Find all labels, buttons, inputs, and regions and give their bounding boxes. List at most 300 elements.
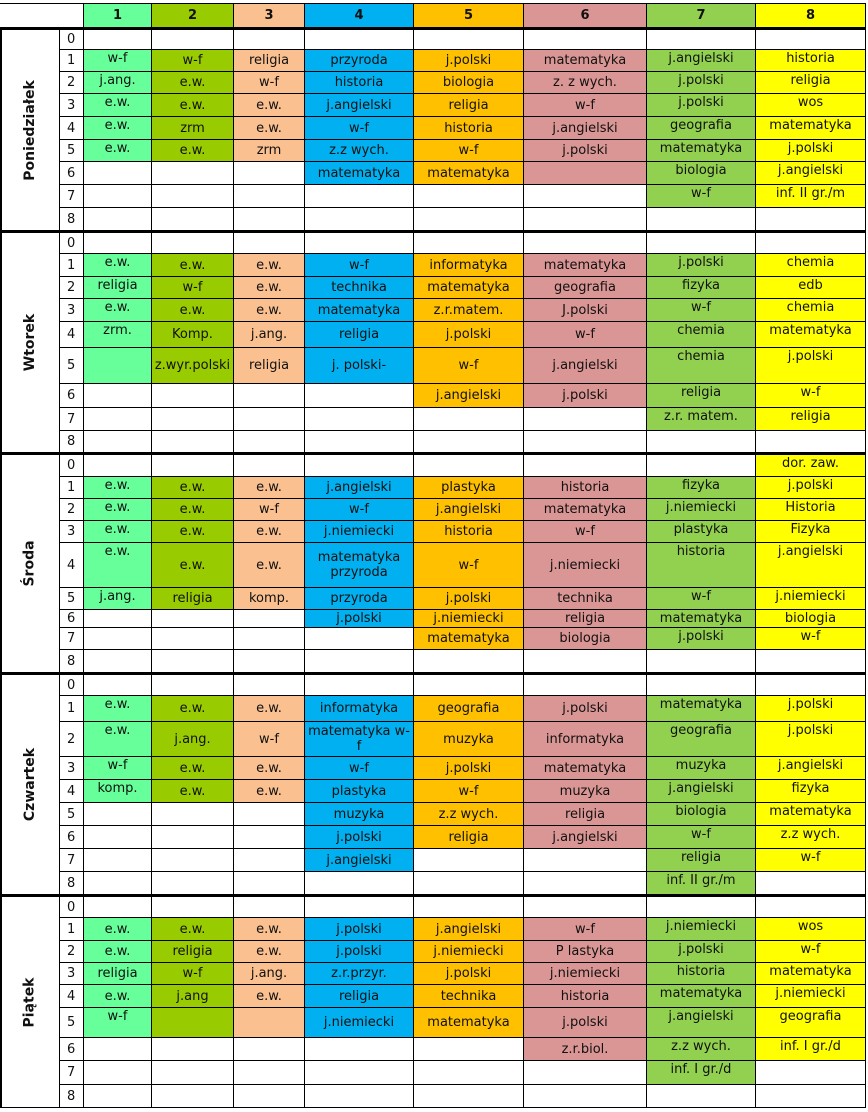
lesson-cell[interactable]	[524, 431, 647, 453]
lesson-cell[interactable]: w-f	[305, 499, 414, 521]
lesson-cell[interactable]: e.w.	[234, 277, 305, 299]
lesson-cell[interactable]	[152, 185, 234, 208]
lesson-cell[interactable]	[305, 384, 414, 408]
lesson-cell[interactable]: geografia	[647, 722, 756, 757]
lesson-cell[interactable]: e.w.	[152, 299, 234, 322]
lesson-cell[interactable]: historia	[305, 72, 414, 94]
lesson-cell[interactable]: informatyka	[524, 722, 647, 757]
lesson-cell[interactable]: muzyka	[414, 722, 524, 757]
lesson-cell[interactable]: j.niemiecki	[756, 588, 866, 610]
lesson-cell[interactable]: j.polski	[524, 696, 647, 722]
lesson-cell[interactable]: w-f	[647, 588, 756, 610]
lesson-cell[interactable]	[152, 628, 234, 650]
lesson-cell[interactable]: inf. I gr./d	[647, 1061, 756, 1085]
lesson-cell[interactable]: j.polski	[305, 918, 414, 941]
lesson-cell[interactable]: religia	[234, 348, 305, 384]
lesson-cell[interactable]: w-f	[305, 757, 414, 780]
lesson-cell[interactable]	[84, 348, 152, 384]
lesson-cell[interactable]: geografia	[647, 117, 756, 140]
lesson-cell[interactable]: w-f	[647, 185, 756, 208]
lesson-cell[interactable]	[152, 610, 234, 628]
lesson-cell[interactable]	[84, 628, 152, 650]
lesson-cell[interactable]: religia	[756, 408, 866, 431]
lesson-cell[interactable]: j.polski	[524, 1008, 647, 1038]
lesson-cell[interactable]: j.polski	[414, 757, 524, 780]
lesson-cell[interactable]: fizyka	[756, 780, 866, 803]
lesson-cell[interactable]	[234, 408, 305, 431]
lesson-cell[interactable]	[305, 895, 414, 918]
lesson-cell[interactable]: j.niemiecki	[414, 610, 524, 628]
lesson-cell[interactable]: z.z wych.	[647, 1038, 756, 1061]
lesson-cell[interactable]: z.z wych.	[414, 803, 524, 826]
lesson-cell[interactable]: biologia	[647, 803, 756, 826]
lesson-cell[interactable]: religia	[524, 610, 647, 628]
lesson-cell[interactable]: e.w.	[234, 918, 305, 941]
lesson-cell[interactable]	[84, 826, 152, 849]
lesson-cell[interactable]: e.w.	[234, 94, 305, 117]
lesson-cell[interactable]: religia	[647, 849, 756, 872]
lesson-cell[interactable]	[305, 673, 414, 696]
lesson-cell[interactable]	[234, 803, 305, 826]
lesson-cell[interactable]	[524, 650, 647, 673]
lesson-cell[interactable]: j.polski	[647, 94, 756, 117]
lesson-cell[interactable]: technika	[305, 277, 414, 299]
lesson-cell[interactable]	[414, 673, 524, 696]
lesson-cell[interactable]	[756, 431, 866, 453]
lesson-cell[interactable]: j.niemiecki	[756, 985, 866, 1008]
lesson-cell[interactable]	[647, 453, 756, 477]
lesson-cell[interactable]	[305, 185, 414, 208]
lesson-cell[interactable]: matematyka w-f	[305, 722, 414, 757]
lesson-cell[interactable]: j.angielski	[305, 94, 414, 117]
lesson-cell[interactable]	[414, 872, 524, 895]
lesson-cell[interactable]: w-f	[84, 50, 152, 72]
lesson-cell[interactable]: matematyka	[647, 696, 756, 722]
lesson-cell[interactable]	[234, 826, 305, 849]
lesson-cell[interactable]: matematyka	[524, 499, 647, 521]
lesson-cell[interactable]: e.w.	[84, 140, 152, 162]
lesson-cell[interactable]: religia	[414, 94, 524, 117]
lesson-cell[interactable]	[234, 895, 305, 918]
lesson-cell[interactable]: j.angielski	[414, 384, 524, 408]
lesson-cell[interactable]: e.w.	[234, 941, 305, 963]
lesson-cell[interactable]: matematyka	[414, 1008, 524, 1038]
lesson-cell[interactable]: e.w.	[234, 543, 305, 588]
lesson-cell[interactable]	[84, 895, 152, 918]
lesson-cell[interactable]: e.w.	[234, 521, 305, 543]
lesson-cell[interactable]	[305, 453, 414, 477]
lesson-cell[interactable]	[524, 673, 647, 696]
lesson-cell[interactable]: e.w.	[152, 477, 234, 499]
lesson-cell[interactable]: matematyka	[305, 299, 414, 322]
lesson-cell[interactable]	[647, 431, 756, 453]
lesson-cell[interactable]	[84, 650, 152, 673]
lesson-cell[interactable]	[756, 1085, 866, 1108]
lesson-cell[interactable]	[234, 185, 305, 208]
lesson-cell[interactable]: e.w.	[152, 140, 234, 162]
lesson-cell[interactable]	[647, 673, 756, 696]
lesson-cell[interactable]	[756, 28, 866, 50]
lesson-cell[interactable]	[234, 1085, 305, 1108]
lesson-cell[interactable]: j.polski	[414, 963, 524, 985]
lesson-cell[interactable]: e.w.	[152, 254, 234, 277]
lesson-cell[interactable]: j.niemiecki	[524, 963, 647, 985]
lesson-cell[interactable]	[84, 1038, 152, 1061]
lesson-cell[interactable]	[305, 231, 414, 254]
lesson-cell[interactable]: w-f	[414, 780, 524, 803]
lesson-cell[interactable]: j.ang.	[152, 722, 234, 757]
lesson-cell[interactable]: w-f	[524, 521, 647, 543]
lesson-cell[interactable]: informatyka	[414, 254, 524, 277]
lesson-cell[interactable]	[647, 28, 756, 50]
lesson-cell[interactable]: w-f	[756, 941, 866, 963]
lesson-cell[interactable]: j.ang	[152, 985, 234, 1008]
lesson-cell[interactable]	[152, 826, 234, 849]
lesson-cell[interactable]: j.angielski	[647, 780, 756, 803]
lesson-cell[interactable]: j.niemiecki	[647, 918, 756, 941]
lesson-cell[interactable]: j.polski	[756, 477, 866, 499]
lesson-cell[interactable]: technika	[414, 985, 524, 1008]
lesson-cell[interactable]: e.w.	[234, 696, 305, 722]
lesson-cell[interactable]: matematyka przyroda	[305, 543, 414, 588]
lesson-cell[interactable]: chemia	[647, 322, 756, 348]
lesson-cell[interactable]	[234, 872, 305, 895]
lesson-cell[interactable]: j.ang.	[84, 72, 152, 94]
lesson-cell[interactable]: religia	[234, 50, 305, 72]
lesson-cell[interactable]: j.polski	[756, 722, 866, 757]
lesson-cell[interactable]: J.polski	[524, 299, 647, 322]
lesson-cell[interactable]: e.w.	[152, 72, 234, 94]
lesson-cell[interactable]: fizyka	[647, 477, 756, 499]
lesson-cell[interactable]	[305, 28, 414, 50]
lesson-cell[interactable]	[524, 1061, 647, 1085]
lesson-cell[interactable]: matematyka	[756, 963, 866, 985]
lesson-cell[interactable]: j.angielski	[524, 826, 647, 849]
lesson-cell[interactable]	[234, 384, 305, 408]
lesson-cell[interactable]: z.z wych.	[305, 140, 414, 162]
lesson-cell[interactable]: j.ang.	[234, 963, 305, 985]
lesson-cell[interactable]: P lastyka	[524, 941, 647, 963]
lesson-cell[interactable]: e.w.	[84, 521, 152, 543]
lesson-cell[interactable]	[414, 1061, 524, 1085]
lesson-cell[interactable]	[234, 162, 305, 185]
lesson-cell[interactable]	[414, 1038, 524, 1061]
lesson-cell[interactable]: w-f	[234, 499, 305, 521]
lesson-cell[interactable]	[152, 849, 234, 872]
lesson-cell[interactable]	[756, 231, 866, 254]
lesson-cell[interactable]	[84, 408, 152, 431]
lesson-cell[interactable]: e.w.	[152, 757, 234, 780]
lesson-cell[interactable]: w-f	[756, 849, 866, 872]
lesson-cell[interactable]: komp.	[234, 588, 305, 610]
lesson-cell[interactable]: j.niemiecki	[647, 499, 756, 521]
lesson-cell[interactable]: j.polski	[647, 941, 756, 963]
lesson-cell[interactable]	[84, 431, 152, 453]
lesson-cell[interactable]: j.ang.	[84, 588, 152, 610]
lesson-cell[interactable]: j.angielski	[647, 50, 756, 72]
lesson-cell[interactable]	[234, 208, 305, 231]
lesson-cell[interactable]	[152, 231, 234, 254]
lesson-cell[interactable]: historia	[524, 477, 647, 499]
lesson-cell[interactable]: e.w.	[84, 299, 152, 322]
lesson-cell[interactable]: plastyka	[414, 477, 524, 499]
lesson-cell[interactable]	[524, 185, 647, 208]
lesson-cell[interactable]: e.w.	[84, 499, 152, 521]
lesson-cell[interactable]: w-f	[524, 94, 647, 117]
lesson-cell[interactable]	[152, 384, 234, 408]
lesson-cell[interactable]	[524, 408, 647, 431]
lesson-cell[interactable]: w-f	[305, 117, 414, 140]
lesson-cell[interactable]	[84, 384, 152, 408]
lesson-cell[interactable]: j.angielski	[524, 348, 647, 384]
lesson-cell[interactable]: e.w.	[152, 918, 234, 941]
lesson-cell[interactable]: geografia	[414, 696, 524, 722]
lesson-cell[interactable]	[152, 408, 234, 431]
lesson-cell[interactable]: j.polski	[305, 610, 414, 628]
lesson-cell[interactable]	[152, 162, 234, 185]
lesson-cell[interactable]: z.z wych.	[756, 826, 866, 849]
lesson-cell[interactable]: religia	[152, 588, 234, 610]
lesson-cell[interactable]: fizyka	[647, 277, 756, 299]
lesson-cell[interactable]	[524, 895, 647, 918]
lesson-cell[interactable]	[647, 650, 756, 673]
lesson-cell[interactable]: e.w.	[234, 254, 305, 277]
lesson-cell[interactable]	[305, 1038, 414, 1061]
lesson-cell[interactable]: e.w.	[84, 696, 152, 722]
lesson-cell[interactable]: chemia	[756, 299, 866, 322]
lesson-cell[interactable]: e.w.	[84, 722, 152, 757]
lesson-cell[interactable]	[305, 1061, 414, 1085]
lesson-cell[interactable]: zrm.	[84, 322, 152, 348]
lesson-cell[interactable]	[234, 231, 305, 254]
lesson-cell[interactable]: z.r.przyr.	[305, 963, 414, 985]
lesson-cell[interactable]	[414, 28, 524, 50]
lesson-cell[interactable]: z.r. matem.	[647, 408, 756, 431]
lesson-cell[interactable]: przyroda	[305, 588, 414, 610]
lesson-cell[interactable]	[524, 208, 647, 231]
lesson-cell[interactable]	[84, 1085, 152, 1108]
lesson-cell[interactable]	[84, 610, 152, 628]
lesson-cell[interactable]: w-f	[524, 918, 647, 941]
lesson-cell[interactable]	[647, 895, 756, 918]
lesson-cell[interactable]: inf. II gr./m	[756, 185, 866, 208]
lesson-cell[interactable]	[756, 673, 866, 696]
lesson-cell[interactable]	[524, 28, 647, 50]
lesson-cell[interactable]: e.w.	[152, 94, 234, 117]
lesson-cell[interactable]: matematyka	[524, 254, 647, 277]
lesson-cell[interactable]: w-f	[756, 384, 866, 408]
lesson-cell[interactable]	[152, 208, 234, 231]
lesson-cell[interactable]: w-f	[756, 628, 866, 650]
lesson-cell[interactable]: Komp.	[152, 322, 234, 348]
lesson-cell[interactable]: j.angielski	[305, 849, 414, 872]
lesson-cell[interactable]: z.r.matem.	[414, 299, 524, 322]
lesson-cell[interactable]: w-f	[152, 50, 234, 72]
lesson-cell[interactable]	[234, 1061, 305, 1085]
lesson-cell[interactable]: muzyka	[524, 780, 647, 803]
lesson-cell[interactable]	[152, 872, 234, 895]
lesson-cell[interactable]	[305, 1085, 414, 1108]
lesson-cell[interactable]: j.polski	[414, 50, 524, 72]
lesson-cell[interactable]: matematyka	[414, 162, 524, 185]
lesson-cell[interactable]: j.angielski	[756, 543, 866, 588]
lesson-cell[interactable]: wos	[756, 94, 866, 117]
lesson-cell[interactable]: religia	[84, 277, 152, 299]
lesson-cell[interactable]: zrm	[152, 117, 234, 140]
lesson-cell[interactable]	[524, 1085, 647, 1108]
lesson-cell[interactable]	[234, 1008, 305, 1038]
lesson-cell[interactable]	[305, 408, 414, 431]
lesson-cell[interactable]: zrm	[234, 140, 305, 162]
lesson-cell[interactable]	[84, 231, 152, 254]
lesson-cell[interactable]: geografia	[524, 277, 647, 299]
lesson-cell[interactable]	[84, 208, 152, 231]
lesson-cell[interactable]: historia	[647, 543, 756, 588]
lesson-cell[interactable]: e.w.	[152, 696, 234, 722]
lesson-cell[interactable]	[414, 650, 524, 673]
lesson-cell[interactable]: religia	[305, 985, 414, 1008]
lesson-cell[interactable]	[414, 1085, 524, 1108]
lesson-cell[interactable]: biologia	[756, 610, 866, 628]
lesson-cell[interactable]	[414, 231, 524, 254]
lesson-cell[interactable]: biologia	[524, 628, 647, 650]
lesson-cell[interactable]	[647, 208, 756, 231]
lesson-cell[interactable]: w-f	[152, 277, 234, 299]
lesson-cell[interactable]: e.w.	[84, 94, 152, 117]
lesson-cell[interactable]: j.niemiecki	[305, 521, 414, 543]
lesson-cell[interactable]	[234, 673, 305, 696]
lesson-cell[interactable]	[152, 1008, 234, 1038]
lesson-cell[interactable]: edb	[756, 277, 866, 299]
lesson-cell[interactable]	[524, 872, 647, 895]
lesson-cell[interactable]	[152, 28, 234, 50]
lesson-cell[interactable]: j.polski	[756, 348, 866, 384]
lesson-cell[interactable]: matematyka	[647, 610, 756, 628]
lesson-cell[interactable]	[756, 208, 866, 231]
lesson-cell[interactable]	[152, 1085, 234, 1108]
lesson-cell[interactable]: j.polski	[414, 322, 524, 348]
lesson-cell[interactable]: historia	[524, 985, 647, 1008]
lesson-cell[interactable]: plastyka	[647, 521, 756, 543]
lesson-cell[interactable]	[234, 628, 305, 650]
lesson-cell[interactable]	[152, 1038, 234, 1061]
lesson-cell[interactable]: e.w.	[84, 117, 152, 140]
lesson-cell[interactable]: e.w.	[84, 254, 152, 277]
lesson-cell[interactable]	[756, 872, 866, 895]
lesson-cell[interactable]: matematyka	[524, 50, 647, 72]
lesson-cell[interactable]: matematyka	[414, 277, 524, 299]
lesson-cell[interactable]: j.angielski	[305, 477, 414, 499]
lesson-cell[interactable]	[152, 453, 234, 477]
lesson-cell[interactable]: w-f	[647, 826, 756, 849]
lesson-cell[interactable]: j.niemiecki	[414, 941, 524, 963]
lesson-cell[interactable]: j.polski	[305, 941, 414, 963]
lesson-cell[interactable]: e.w.	[84, 543, 152, 588]
lesson-cell[interactable]	[152, 895, 234, 918]
lesson-cell[interactable]: religia	[152, 941, 234, 963]
lesson-cell[interactable]: matematyka	[414, 628, 524, 650]
lesson-cell[interactable]	[84, 803, 152, 826]
lesson-cell[interactable]: religia	[414, 826, 524, 849]
lesson-cell[interactable]	[84, 1061, 152, 1085]
lesson-cell[interactable]: przyroda	[305, 50, 414, 72]
lesson-cell[interactable]: j.polski	[756, 140, 866, 162]
lesson-cell[interactable]	[414, 208, 524, 231]
lesson-cell[interactable]: j.polski	[647, 254, 756, 277]
lesson-cell[interactable]	[84, 185, 152, 208]
lesson-cell[interactable]	[84, 872, 152, 895]
lesson-cell[interactable]: historia	[647, 963, 756, 985]
lesson-cell[interactable]: e.w.	[84, 918, 152, 941]
lesson-cell[interactable]	[84, 673, 152, 696]
lesson-cell[interactable]: e.w.	[234, 780, 305, 803]
lesson-cell[interactable]	[756, 1061, 866, 1085]
lesson-cell[interactable]: j.polski	[756, 696, 866, 722]
lesson-cell[interactable]	[524, 162, 647, 185]
lesson-cell[interactable]: j.polski	[647, 72, 756, 94]
lesson-cell[interactable]: komp.	[84, 780, 152, 803]
lesson-cell[interactable]: matematyka	[756, 322, 866, 348]
lesson-cell[interactable]	[305, 208, 414, 231]
lesson-cell[interactable]: e.w.	[84, 477, 152, 499]
lesson-cell[interactable]: j.angielski	[414, 918, 524, 941]
lesson-cell[interactable]	[524, 849, 647, 872]
lesson-cell[interactable]: e.w.	[234, 985, 305, 1008]
lesson-cell[interactable]	[305, 872, 414, 895]
lesson-cell[interactable]: matematyka	[647, 140, 756, 162]
lesson-cell[interactable]: historia	[756, 50, 866, 72]
lesson-cell[interactable]: w-f	[524, 322, 647, 348]
lesson-cell[interactable]: w-f	[84, 1008, 152, 1038]
lesson-cell[interactable]: plastyka	[305, 780, 414, 803]
lesson-cell[interactable]: Historia	[756, 499, 866, 521]
lesson-cell[interactable]: j.ang.	[234, 322, 305, 348]
lesson-cell[interactable]: j.niemiecki	[524, 543, 647, 588]
lesson-cell[interactable]: biologia	[647, 162, 756, 185]
lesson-cell[interactable]: chemia	[647, 348, 756, 384]
lesson-cell[interactable]	[84, 453, 152, 477]
lesson-cell[interactable]: j. polski-	[305, 348, 414, 384]
lesson-cell[interactable]: e.w.	[152, 543, 234, 588]
lesson-cell[interactable]: z.wyr.polski	[152, 348, 234, 384]
lesson-cell[interactable]	[647, 231, 756, 254]
lesson-cell[interactable]: z.r.biol.	[524, 1038, 647, 1061]
lesson-cell[interactable]: j.polski	[524, 384, 647, 408]
lesson-cell[interactable]	[152, 1061, 234, 1085]
lesson-cell[interactable]	[414, 408, 524, 431]
lesson-cell[interactable]: religia	[84, 963, 152, 985]
lesson-cell[interactable]	[84, 162, 152, 185]
lesson-cell[interactable]: w-f	[234, 72, 305, 94]
lesson-cell[interactable]	[524, 453, 647, 477]
lesson-cell[interactable]: e.w.	[234, 477, 305, 499]
lesson-cell[interactable]: e.w.	[84, 941, 152, 963]
lesson-cell[interactable]	[84, 849, 152, 872]
lesson-cell[interactable]: matematyka	[756, 117, 866, 140]
lesson-cell[interactable]: religia	[524, 803, 647, 826]
lesson-cell[interactable]: religia	[647, 384, 756, 408]
lesson-cell[interactable]	[305, 650, 414, 673]
lesson-cell[interactable]	[414, 849, 524, 872]
lesson-cell[interactable]: j.polski	[647, 628, 756, 650]
lesson-cell[interactable]: chemia	[756, 254, 866, 277]
lesson-cell[interactable]	[234, 28, 305, 50]
lesson-cell[interactable]	[524, 231, 647, 254]
lesson-cell[interactable]	[152, 803, 234, 826]
lesson-cell[interactable]: geografia	[756, 1008, 866, 1038]
lesson-cell[interactable]	[84, 28, 152, 50]
lesson-cell[interactable]: inf. I gr./d	[756, 1038, 866, 1061]
